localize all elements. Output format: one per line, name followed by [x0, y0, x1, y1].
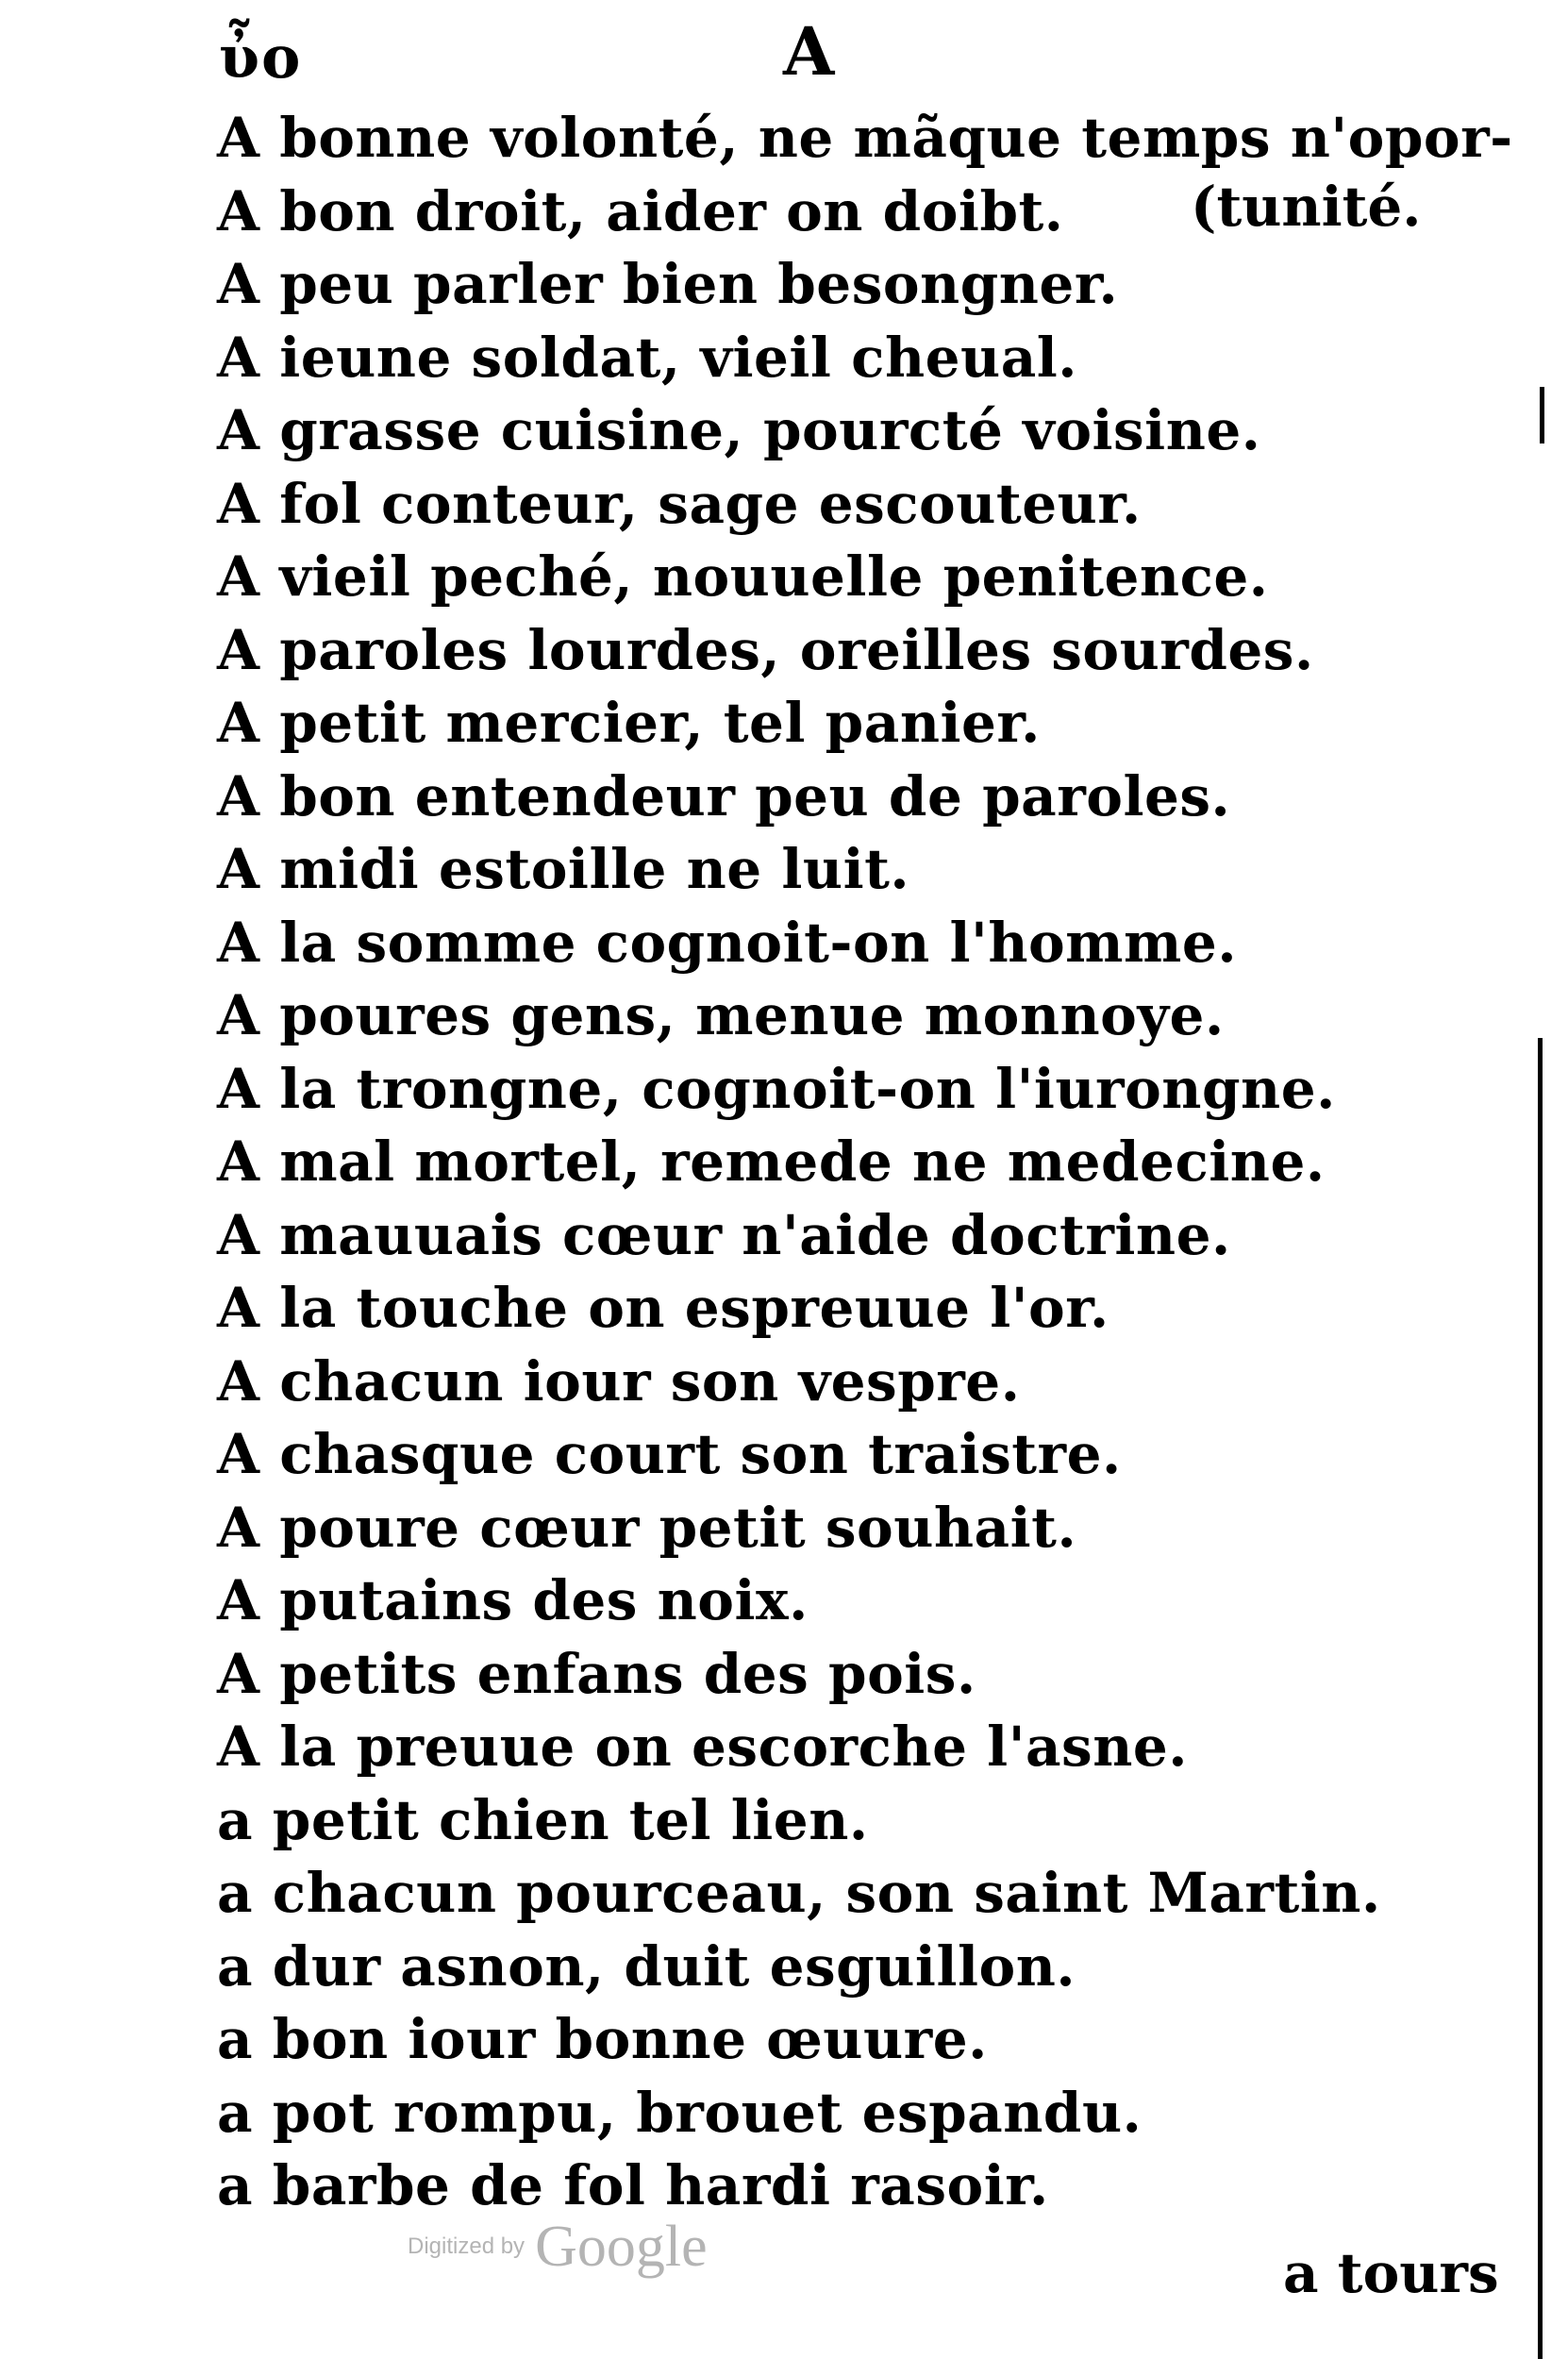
proverb-line: A bonne volonté, ne mãque temps n'opor- [217, 106, 1513, 170]
turnover-line: (tunité. [1191, 175, 1422, 239]
proverb-line: A vieil peché, nouuelle penitence. [217, 544, 1269, 609]
proverb-line: A chasque court son traistre. [217, 1422, 1122, 1486]
proverb-line: A mauuais cœur n'aide doctrine. [217, 1202, 1231, 1267]
proverb-line: A grasse cuisine, pourcté voisine. [217, 398, 1261, 462]
proverb-line: A bon entendeur peu de paroles. [217, 763, 1231, 828]
catchword: a tours [1283, 2241, 1499, 2305]
proverb-line: A peu parler bien besongner. [217, 252, 1119, 316]
proverb-line: A paroles lourdes, oreilles sourdes. [217, 617, 1314, 682]
proverb-line: A la trongne, cognoit-on l'iurongne. [217, 1056, 1336, 1121]
proverb-line: A midi estoille ne luit. [217, 837, 910, 901]
proverb-line: a chacun pourceau, son saint Martin. [217, 1861, 1381, 1925]
proverb-line: A chacun iour son vespre. [217, 1348, 1021, 1414]
page-number: ὖo [219, 23, 303, 92]
proverb-line: a bon iour bonne œuure. [217, 2007, 988, 2071]
proverb-line: A la preuue on escorche l'asne. [217, 1715, 1188, 1779]
proverb-line: A bon droit, aider on doibt. [217, 178, 1064, 243]
proverb-line: a barbe de fol hardi rasoir. [217, 2153, 1049, 2217]
running-head: A [783, 12, 835, 91]
gutter-rule [1538, 1038, 1543, 2359]
proverb-line: A poures gens, menue monnoye. [217, 983, 1225, 1047]
proverb-line: a dur asnon, duit esguillon. [217, 1933, 1076, 1999]
gutter-mark [1540, 387, 1544, 443]
proverb-line: a petit chien tel lien. [217, 1787, 869, 1852]
proverb-list [217, 102, 1513, 2223]
proverb-line: A poure cœur petit souhait. [217, 1495, 1077, 1560]
proverb-line: A putains des noix. [217, 1568, 809, 1632]
proverb-line: A mal mortel, remede ne medecine. [217, 1129, 1326, 1194]
proverb-line: A petits enfans des pois. [217, 1641, 976, 1706]
proverb-line: A ieune soldat, vieil cheual. [217, 325, 1077, 390]
digitized-watermark [408, 2215, 708, 2279]
proverb-line: A petit mercier, tel panier. [217, 691, 1041, 755]
proverb-line: A fol conteur, sage escouteur. [217, 471, 1142, 536]
proverb-line: A la somme cognoit-on l'homme. [217, 910, 1238, 975]
proverb-line: a pot rompu, brouet espandu. [217, 2080, 1143, 2145]
watermark-prefix: Digitized by [408, 2234, 525, 2259]
proverb-line: A la touche on espreuue l'or. [217, 1276, 1109, 1340]
watermark-brand: Google [535, 2215, 708, 2279]
